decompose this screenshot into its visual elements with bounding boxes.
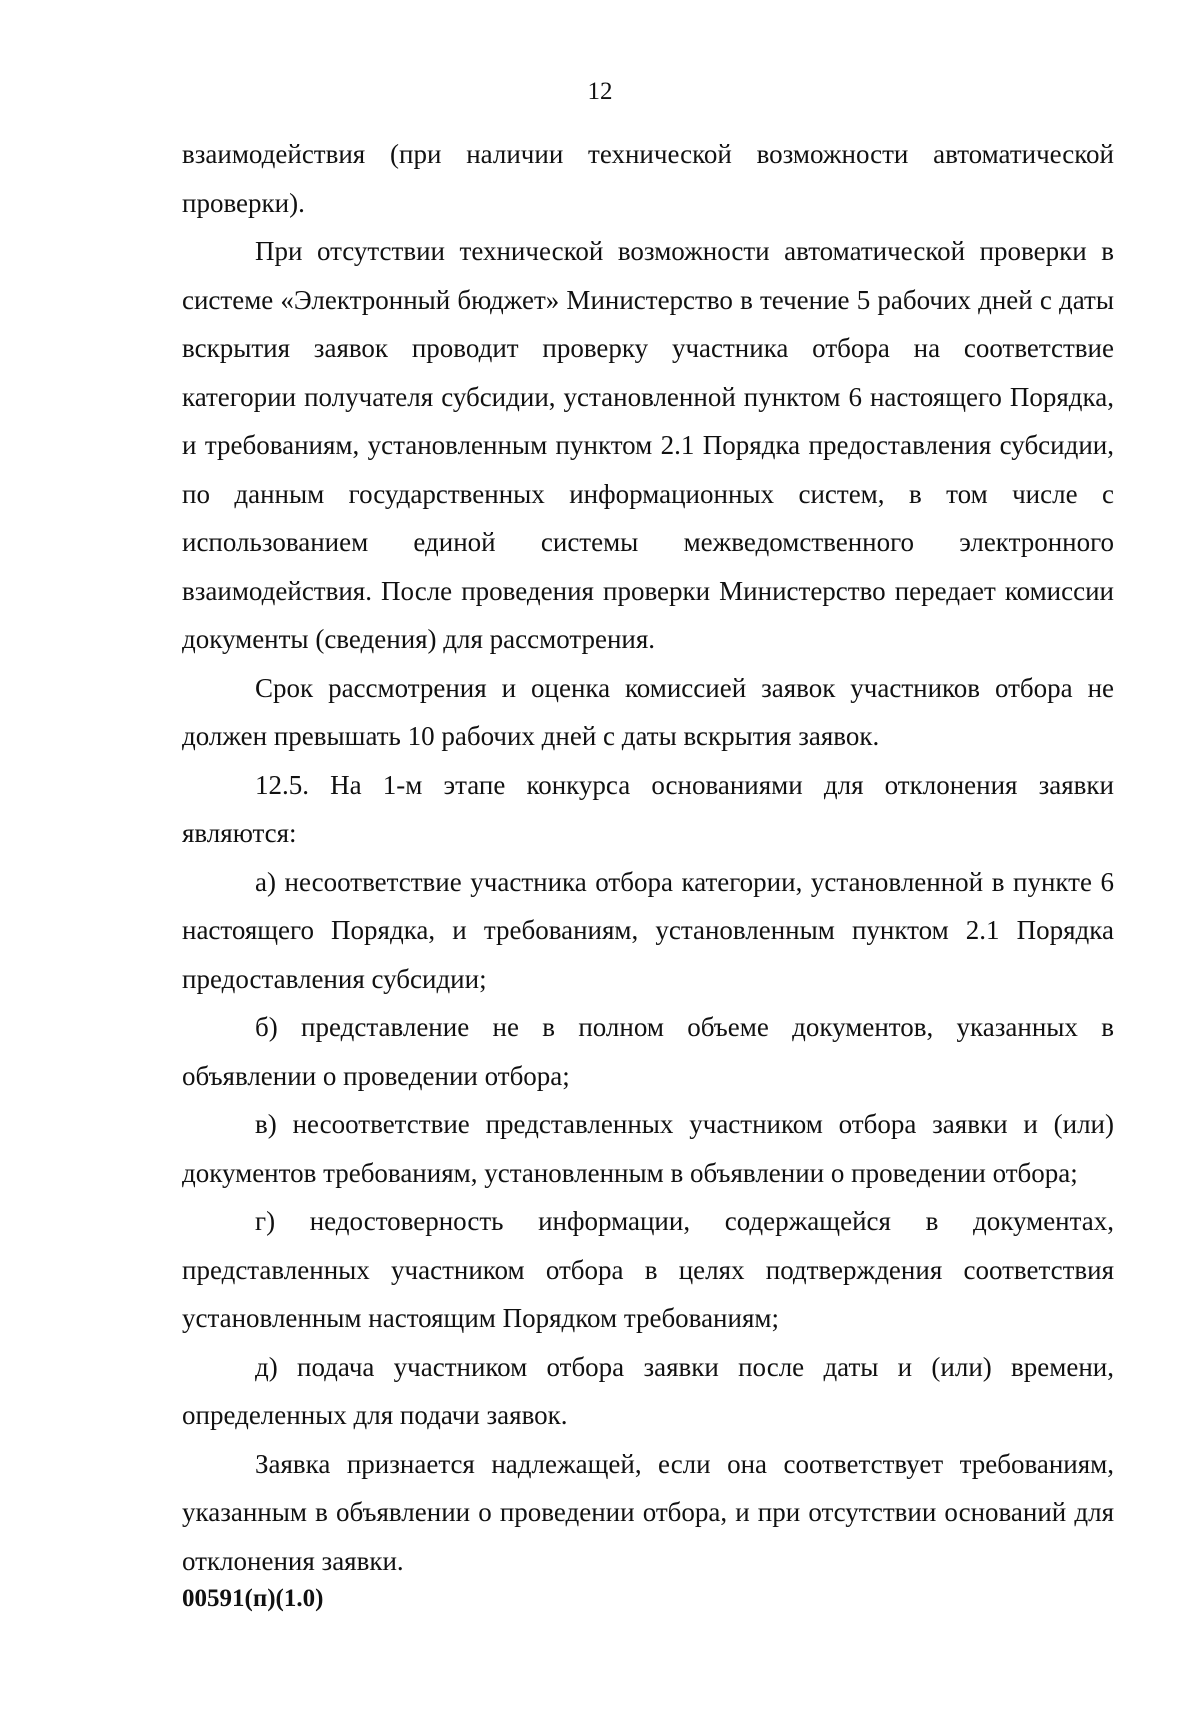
list-item-d: д) подача участником отбора заявки после даты и (или) времени, определенных для подачи заявок. [182,1351,1114,1430]
document-body [182,130,1114,1585]
paragraph-review-period: Срок рассмотрения и оценка комиссией заявок участников отбора не должен превышать 10 рабочих дней с даты вскрытия заявок. [182,672,1114,751]
list-item-b: б) представление не в полном объеме документов, указанных в объявлении о проведении отбора; [182,1012,1114,1091]
paragraph-proper-application: Заявка признается надлежащей, если она соответствует требованиям, указанным в объявлении о проведении отбора, и при отсутствии оснований для отклонения заявки. [182,1448,1114,1576]
paragraph-verification: При отсутствии технической возможности автоматической проверки в системе «Электронный бюджет» Министерство в течение 5 рабочих дней с даты вскрытия заявок проводит проверку участника отбора на соответствие категории получателя субсидии, установленной пунктом 6 настоящего Порядка, и требованиям, установленным пунктом 2.1 Порядка предоставления субсидии, по данным государственных информационных систем, в том числе с использованием единой системы межведомственного электронного взаимодействия. После проведения проверки Министерство передает комиссии документы (сведения) для рассмотрения. [182,236,1114,654]
list-item-v: в) несоответствие представленных участником отбора заявки и (или) документов требованиям, установленным в объявлении о проведении отбора; [182,1109,1114,1188]
list-item-g: г) недостоверность информации, содержащейся в документах, представленных участником отбора в целях подтверждения соответствия установленным настоящим Порядком требованиям; [182,1206,1114,1333]
page-number: 12 [587,78,613,105]
paragraph-continuation: взаимодействия (при наличии технической возможности автоматической проверки). [182,139,1114,218]
list-item-a: а) несоответствие участника отбора категории, установленной в пункте 6 настоящего Порядка, и требованиям, установленным пунктом 2.1 Порядка предоставления субсидии; [182,866,1114,994]
document-code: 00591(п)(1.0) [182,1585,324,1612]
paragraph-clause-12-5: 12.5. На 1-м этапе конкурса основаниями для отклонения заявки являются: [182,769,1114,848]
